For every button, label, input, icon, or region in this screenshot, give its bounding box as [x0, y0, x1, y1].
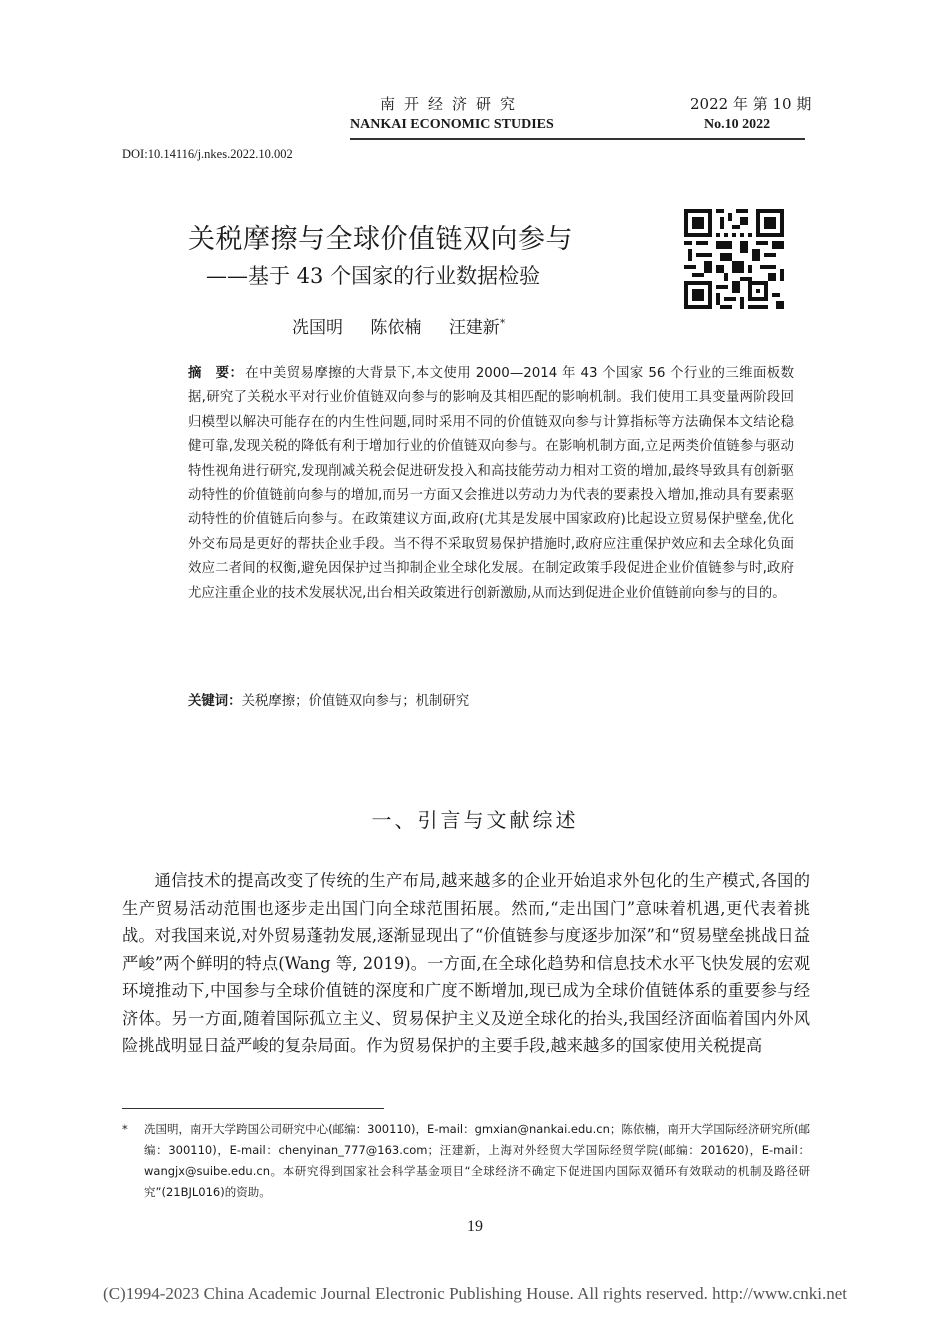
abstract-label: 摘 要：	[188, 366, 244, 381]
author-footnote-mark: *	[499, 316, 506, 330]
abstract	[188, 362, 794, 606]
doi: DOI:10.14116/j.nkes.2022.10.002	[122, 147, 293, 161]
page-number: 19	[467, 1218, 483, 1235]
keywords	[188, 690, 469, 709]
keywords-label: 关键词：	[188, 694, 242, 709]
footnote	[122, 1119, 810, 1203]
author-name: 陈依楠	[370, 318, 422, 338]
copyright-notice: (C)1994-2023 China Academic Journal Electronic Publishing House. All rights reserved. http://www.cnki.net	[103, 1284, 847, 1303]
paper-subtitle: ——基于 43 个国家的行业数据检验	[206, 264, 541, 288]
issue-cn: 2022 年 第 10 期	[690, 95, 812, 113]
footnote-mark: *	[122, 1122, 128, 1136]
paper-title: 关税摩擦与全球价值链双向参与	[188, 224, 573, 255]
keywords-text: 关税摩擦；价值链双向参与；机制研究	[241, 694, 470, 709]
journal-name-cn: 南开经济研究	[380, 95, 525, 113]
author-list	[292, 313, 527, 338]
body-paragraph: 通信技术的提高改变了传统的生产布局,越来越多的企业开始追求外包化的生产模式,各国的生产贸易活动范围也逐步走出国门向全球范围拓展。然而,“走出国门”意味着机遇,更代表着挑战。对我国来说,对外贸易蓬勃发展,逐渐显现出了“价值链参与度逐步加深”和“贸易壁垒挑战日益严峻”两个鲜明的特点(Wang 等, 2019)。一方面,在全球化趋势和信息技术水平飞快发展的宏观环境推动下,中国参与全球价值链的深度和广度不断增加,现已成为全球价值链体系的重要参与经济体。另一方面,随着国际孤立主义、贸易保护主义及逆全球化的抬头,我国经济面临着国内外风险挑战明显日益严峻的复杂局面。作为贸易保护的主要手段,越来越多的国家使用关税提高	[122, 871, 810, 1055]
qr-code-icon	[684, 209, 784, 309]
issue-en: No.10 2022	[704, 117, 771, 132]
header-rule	[350, 138, 805, 140]
author-name: 冼国明	[292, 318, 343, 338]
author-name: 汪建新*	[448, 316, 506, 338]
abstract-text: 在中美贸易摩擦的大背景下,本文使用 2000—2014 年 43 个国家 56 个行业的三维面板数据,研究了关税水平对行业价值链双向参与的影响及其相匹配的影响机制。我们使用工具变量两阶段回归模型以解决可能存在的内生性问题,同时采用不同的价值链双向参与计算指标等方法确保本文结论稳健可靠,发现关税的降低有利于增加行业的价值链双向参与。在影响机制方面,立足两类价值链参与驱动特性视角进行研究,发现削减关税会促进研发投入和高技能劳动力相对工资的增加,最终导致具有创新驱动特性的价值链前向参与的增加,而另一方面又会推进以劳动力为代表的要素投入增加,推动具有要素驱动特性的价值链后向参与。在政策建议方面,政府(尤其是发展中国家政府)比起设立贸易保护壁垒,优化外交布局是更好的帮扶企业手段。当不得不采取贸易保护措施时,政府应注重保护效应和去全球化负面效应二者间的权衡,避免因保护过当抑制企业全球化发展。在制定政策手段促进企业价值链参与时,政府尤应注重企业的技术发展状况,出台相关政策进行创新激励,从而达到促进企业价值链前向参与的目的。	[188, 366, 795, 601]
footnote-text: 冼国明，南开大学跨国公司研究中心(邮编：300110)，E-mail：gmxian@nankai.edu.cn；陈依楠，南开大学国际经济研究所(邮编：300110)，E-mail：chenyinan_777@163.com；汪建新，上海对外经贸大学国际经贸学院(邮编：201620)，E-mail：wangjx@suibe.edu.cn。本研究得到国家社会科学基金项目“全球经济不确定下促进国内国际双循环有效联动的机制及路径研究”(21BJL016)的资助。	[144, 1122, 810, 1199]
section-heading: 一、引言与文献综述	[371, 808, 579, 832]
journal-name-en: NANKAI ECONOMIC STUDIES	[350, 117, 554, 132]
footnote-rule	[122, 1108, 384, 1109]
